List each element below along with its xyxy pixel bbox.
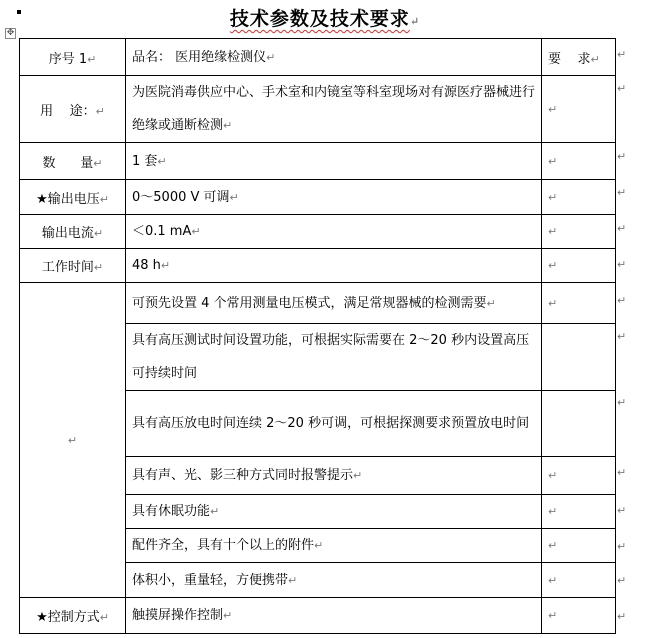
row-label: ★控制方式↵ bbox=[20, 598, 126, 634]
row-label: 输出电流↵ bbox=[20, 215, 126, 249]
row-requirement: ↵ bbox=[542, 563, 616, 598]
document-title: 技术参数及技术要求↵ bbox=[229, 8, 421, 30]
row-value: ＜0.1 mA↵ bbox=[126, 215, 542, 249]
table-move-handle-icon[interactable]: ✥ bbox=[6, 28, 15, 38]
row-requirement: ↵ bbox=[542, 529, 616, 563]
row-value: 为医院消毒供应中心、手术室和内镜室等科室现场对有源医疗器械进行绝缘或通断检测↵ bbox=[126, 76, 542, 143]
header-requirement: 要 求↵ bbox=[542, 39, 616, 76]
feature-item: 配件齐全，具有十个以上的附件↵ bbox=[126, 529, 542, 563]
row-requirement: ↵ bbox=[542, 457, 616, 495]
row-value: 触摸屏操作控制↵ bbox=[126, 598, 542, 634]
row-end-mark: ↵ bbox=[617, 294, 627, 307]
feature-item: 具有高压放电时间连续 2～20 秒可调，可根据探测要求预置放电时间 bbox=[126, 391, 542, 457]
row-requirement bbox=[542, 324, 616, 391]
row-requirement: ↵ bbox=[542, 249, 616, 283]
table-row bbox=[20, 76, 616, 143]
row-value: 48 h↵ bbox=[126, 249, 542, 283]
row-requirement bbox=[542, 391, 616, 457]
row-end-mark: ↵ bbox=[617, 574, 627, 587]
row-requirement: ↵ bbox=[542, 215, 616, 249]
table-row bbox=[20, 249, 616, 283]
row-end-mark: ↵ bbox=[617, 222, 627, 235]
row-requirement: ↵ bbox=[542, 76, 616, 143]
table-row bbox=[20, 143, 616, 180]
row-end-mark: ↵ bbox=[617, 48, 627, 61]
row-label: 工作时间↵ bbox=[20, 249, 126, 283]
row-end-mark: ↵ bbox=[617, 466, 627, 479]
table-row bbox=[20, 283, 616, 324]
table-row bbox=[20, 215, 616, 249]
feature-item: 体积小，重量轻，方便携带↵ bbox=[126, 563, 542, 598]
row-value: 0～5000 V 可调↵ bbox=[126, 180, 542, 215]
row-end-mark: ↵ bbox=[617, 186, 627, 199]
table-header-row bbox=[20, 39, 616, 76]
row-end-mark: ↵ bbox=[617, 396, 627, 409]
table-row bbox=[20, 180, 616, 215]
row-requirement: ↵ bbox=[542, 495, 616, 529]
header-serial: 序号 1↵ bbox=[20, 39, 126, 76]
row-requirement: ↵ bbox=[542, 143, 616, 180]
row-value: 1 套↵ bbox=[126, 143, 542, 180]
spec-table bbox=[19, 38, 616, 634]
feature-item: 具有高压测试时间设置功能，可根据实际需要在 2～20 秒内设置高压可持续时间 bbox=[126, 324, 542, 391]
row-end-mark: ↵ bbox=[617, 150, 627, 163]
row-label: 用 途：↵ bbox=[20, 76, 126, 143]
features-label: ↵ bbox=[20, 283, 126, 598]
row-requirement: ↵ bbox=[542, 180, 616, 215]
row-end-mark: ↵ bbox=[617, 504, 627, 517]
header-product-name: 品名： 医用绝缘检测仪↵ bbox=[126, 39, 542, 76]
feature-item: 可预先设置 4 个常用测量电压模式，满足常规器械的检测需要↵ bbox=[126, 283, 542, 324]
row-label: ★输出电压↵ bbox=[20, 180, 126, 215]
row-end-mark: ↵ bbox=[617, 540, 627, 553]
table-row bbox=[20, 598, 616, 634]
row-requirement: ↵ bbox=[542, 283, 616, 324]
row-end-mark: ↵ bbox=[617, 330, 627, 343]
row-end-mark: ↵ bbox=[617, 258, 627, 271]
row-requirement: ↵ bbox=[542, 598, 616, 634]
feature-item: 具有声、光、影三种方式同时报警提示↵ bbox=[126, 457, 542, 495]
row-end-mark: ↵ bbox=[617, 610, 627, 623]
row-label: 数 量↵ bbox=[20, 143, 126, 180]
row-end-mark: ↵ bbox=[617, 82, 627, 95]
feature-item: 具有休眠功能↵ bbox=[126, 495, 542, 529]
